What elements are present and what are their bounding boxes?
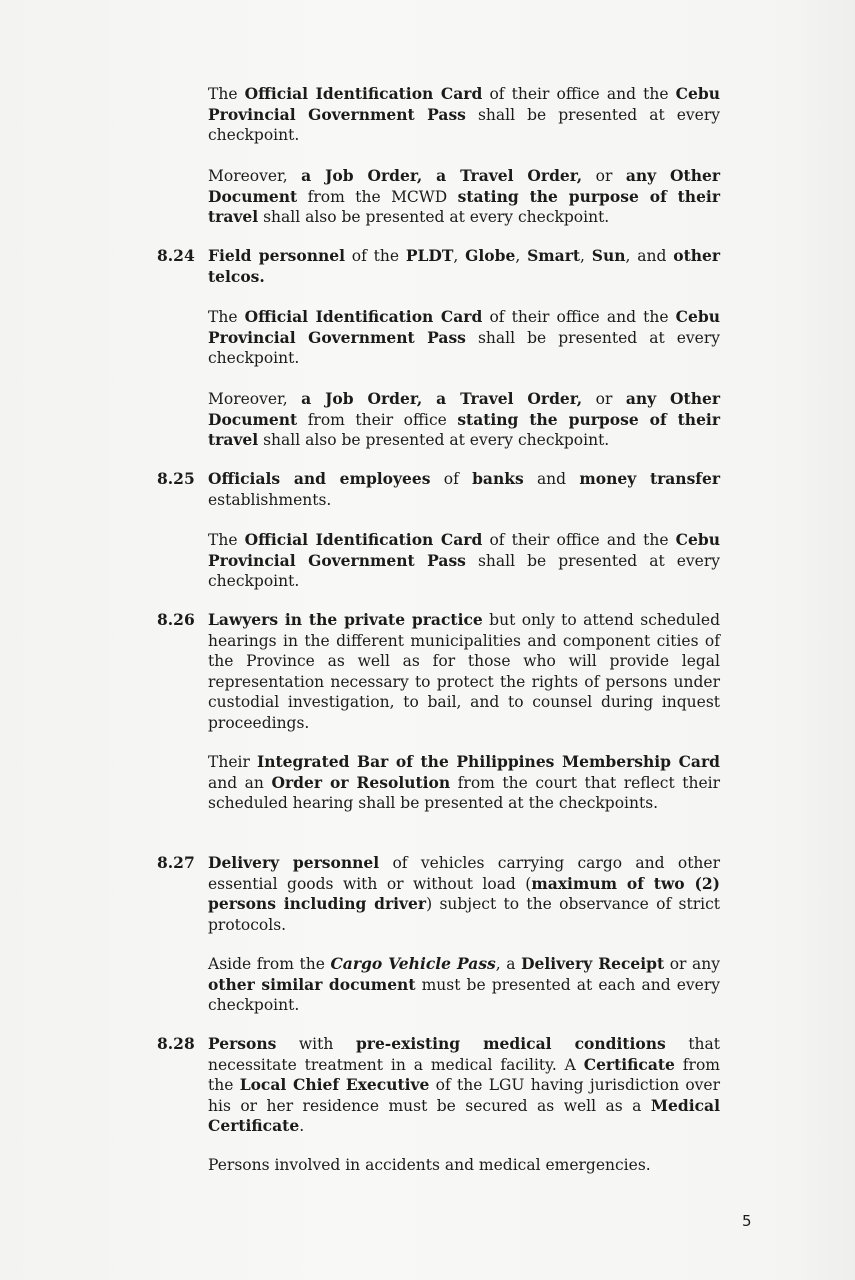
- bold-text: Globe: [465, 246, 516, 265]
- text-run: or any: [664, 955, 720, 973]
- bold-text: Delivery personnel: [208, 853, 380, 872]
- bold-text: Cebu Provincial Government Pass: [208, 530, 720, 570]
- section-number: 8.26: [157, 610, 195, 629]
- text-run: or: [582, 390, 626, 408]
- bold-text: banks: [472, 469, 524, 488]
- text-run: with: [276, 1035, 356, 1053]
- bold-text: Certificate: [583, 1054, 675, 1074]
- text-run: ,: [515, 247, 528, 265]
- bold-text: Persons: [208, 1034, 277, 1053]
- bold-text: maximum of two (2) persons including driver: [208, 873, 720, 913]
- section-heading-paragraph: [208, 469, 720, 510]
- text-run: , and: [625, 247, 674, 265]
- paragraph: [208, 166, 720, 228]
- text-run: of their office and the: [482, 531, 676, 549]
- bold-text: other telcos.: [208, 246, 721, 286]
- text-run: ,: [453, 247, 466, 265]
- text-run: of the: [344, 247, 406, 265]
- section-number: 8.27: [157, 853, 195, 872]
- bold-text: Delivery Receipt: [521, 954, 665, 973]
- text-run: .: [299, 1117, 305, 1135]
- text-run: of the LGU having jurisdiction over his or her residence must be secured as well as a: [208, 1076, 721, 1115]
- bold-text: Integrated Bar of the Philippines Membership Card: [256, 752, 720, 771]
- text-run: shall also be presented at every checkpoint.: [258, 431, 610, 449]
- text-run: Their: [208, 753, 257, 771]
- text-run: ) subject to the observance of strict protocols.: [208, 895, 720, 934]
- bold-text: Cargo Vehicle Pass: [330, 954, 496, 973]
- text-run: of: [430, 470, 473, 488]
- bold-text: Field personnel: [208, 246, 345, 265]
- text-run: The: [208, 308, 245, 326]
- text-run: shall be presented at every checkpoint.: [208, 105, 721, 144]
- section-heading-paragraph: [208, 853, 720, 935]
- paragraph: [208, 307, 720, 369]
- text-run: shall be presented at every checkpoint.: [208, 328, 721, 367]
- bold-text: Cebu Provincial Government Pass: [208, 84, 720, 124]
- text-run: establishments.: [208, 490, 332, 509]
- page-edge-shadow: [785, 0, 855, 1280]
- text-run: Moreover,: [208, 390, 302, 408]
- bold-text: other similar document: [208, 974, 416, 994]
- section-number: 8.24: [157, 246, 195, 265]
- text-run: shall also be presented at every checkpoint.: [258, 208, 610, 226]
- text-run: , a: [495, 955, 522, 973]
- text-run: from the: [208, 1055, 720, 1094]
- bold-text: a Job Order, a Travel Order,: [301, 166, 583, 185]
- bold-text: Sun: [591, 246, 626, 265]
- text-run: Aside from the: [208, 955, 331, 973]
- text-run: of their office and the: [482, 308, 676, 326]
- bold-text: Official Identification Card: [244, 530, 483, 549]
- text-run: from the MCWD: [297, 187, 458, 206]
- bold-text: PLDT: [405, 246, 454, 265]
- section-heading-paragraph: [208, 1034, 720, 1137]
- text-run: of vehicles carrying cargo and other essential goods with or without load (: [208, 854, 720, 893]
- text-run: shall be presented at every checkpoint.: [208, 551, 721, 590]
- text-run: ,: [580, 247, 592, 265]
- section-heading-paragraph: [208, 610, 720, 733]
- text-run: or: [582, 167, 626, 185]
- bold-text: stating the purpose of their travel: [208, 409, 720, 449]
- section-number: 8.25: [157, 469, 195, 488]
- section-number: 8.28: [157, 1034, 195, 1053]
- bold-text: Officials and employees: [208, 469, 431, 488]
- text-run: Persons involved in accidents and medical emergencies.: [208, 1156, 651, 1174]
- text-run: Moreover,: [208, 167, 302, 185]
- bold-text: money transfer: [579, 469, 721, 488]
- text-run: from the court that reflect their scheduled hearing shall be presented at the checkpoints.: [208, 773, 720, 812]
- page-number: 5: [742, 1212, 752, 1230]
- section-heading-paragraph: [208, 246, 720, 287]
- bold-text: Local Chief Executive: [239, 1075, 430, 1094]
- bold-text: a Job Order, a Travel Order,: [301, 389, 583, 408]
- text-run: and: [523, 470, 580, 488]
- text-run: that necessitate treatment in a medical facility. A: [208, 1035, 720, 1074]
- bold-text: any Other Document: [208, 389, 720, 429]
- paragraph: [208, 752, 720, 814]
- text-run: must be presented at each and every checkpoint.: [208, 975, 720, 1014]
- text-run: and an: [208, 773, 272, 792]
- bold-text: Cebu Provincial Government Pass: [208, 307, 720, 347]
- bold-text: pre-existing medical conditions: [355, 1034, 666, 1053]
- bold-text: Official Identification Card: [244, 84, 483, 103]
- text-run: from their office: [297, 410, 458, 429]
- paragraph: [208, 954, 720, 1016]
- text-run: of their office and the: [482, 85, 676, 103]
- paragraph: [208, 1155, 720, 1176]
- text-run: The: [208, 85, 245, 103]
- bold-text: Official Identification Card: [244, 307, 483, 326]
- paragraph: [208, 84, 720, 146]
- bold-text: Lawyers in the private practice: [208, 610, 483, 629]
- bold-text: Medical Certificate: [208, 1095, 720, 1135]
- bold-text: Order or Resolution: [271, 772, 451, 792]
- paragraph: [208, 389, 720, 451]
- text-run: but only to attend scheduled hearings in the different municipalities and component cities of the Province as well as for those who will provide legal representation necessary to protect the rights of persons under custodial investigation, to bail, and to counsel during inquest proceedings.: [208, 611, 720, 732]
- paragraph: [208, 530, 720, 592]
- bold-text: any Other Document: [208, 166, 720, 206]
- bold-text: stating the purpose of their travel: [208, 186, 720, 226]
- bold-text: Smart: [527, 246, 581, 265]
- text-run: The: [208, 531, 245, 549]
